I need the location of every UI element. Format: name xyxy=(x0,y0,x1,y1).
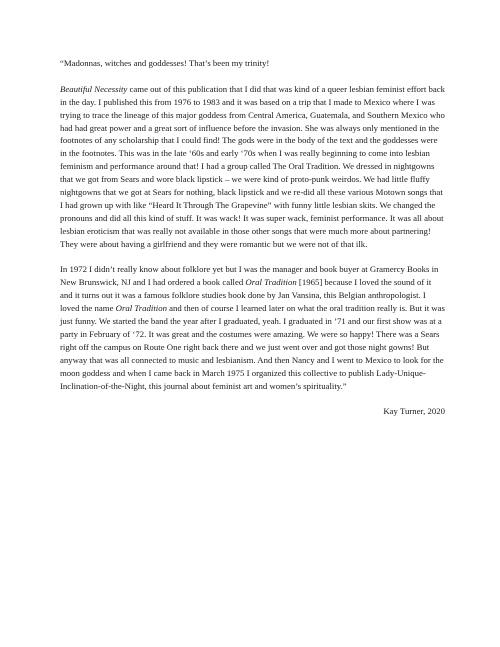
paragraph-text: came out of this publication that I did that was kind of a queer lesbian feminist effort back in the day. I published this from 1976 to 1983 and it was based on a trip that I made to Mexico where I was trying to trace the lineage of this major goddess from Central America, Guatemala, and Southern Mexico who had had great power and a great sort of influence before the invasion. She was always only mentioned in the footnotes of any scholarship that I could find! The gods were in the body of the text and the goddesses were in the footnotes. This was in the late ‘60s and early ‘70s when I was really beginning to come into lesbian feminism and performance around that! I had a group called The Oral Tradition. We dressed in nightgowns that we got from Sears and wore black lipstick – we were kind of proto-punk weirdos. We had little fluffy nightgowns that we got at Sears for nothing, black lipstick and we re-did all these various Motown songs that I had grown up with like “Heard It Through The Grapevine” with funny little lesbian skits. We changed the pronouns and did all this kind of stuff. It was wack! It was super wack, feminist performance. It was all about lesbian eroticism that was really not available in those other songs that were much more about partnering! They were about having a girlfriend and they were romantic but we were not of that ilk. xyxy=(60,83,445,249)
paragraph-text: In 1972 I didn’t really know about folklore yet but I was the manager and book buyer at Gramercy Books in New Brunswick, NJ and I had ordered a book called xyxy=(60,264,439,288)
italic-title-beautiful-necessity: Beautiful Necessity xyxy=(60,83,128,94)
paragraph-text: and then of course I learned later on what the oral tradition really is. But it was just funny. We started the band the year after I graduated, yeah. I graduated in ’71 and our first show was at a party in February of ‘72. It was great and the costumes were amazing. We were so happy! There was a Sears right off the campus on Route One right back there and we just went over and got those night gowns! But anyway that was all connected to music and lesbianism. And then Nancy and I went to Mexico to look for the moon goddess and when I came back in March 1975 I organized this collective to publish Lady-Unique-Inclination-of-the-Night, this journal about feminist art and women’s spirituality.” xyxy=(60,303,445,391)
paragraph-text: [1965] because I loved the sound of it and it turns out it was a famous folklore studies book done by Jan Vansina, this Belgian anthropologist. I loved the name xyxy=(60,277,432,314)
document-page xyxy=(60,57,445,431)
paragraph-beautiful-necessity xyxy=(60,83,445,251)
paragraph-oral-tradition xyxy=(60,263,445,392)
italic-title-oral-tradition: Oral Tradition xyxy=(245,277,297,288)
attribution: Kay Turner, 2020 xyxy=(383,406,445,417)
italic-title-oral-tradition: Oral Tradition xyxy=(115,303,167,314)
opening-quote-line: “Madonnas, witches and goddesses! That’s been my trinity! xyxy=(60,58,270,68)
